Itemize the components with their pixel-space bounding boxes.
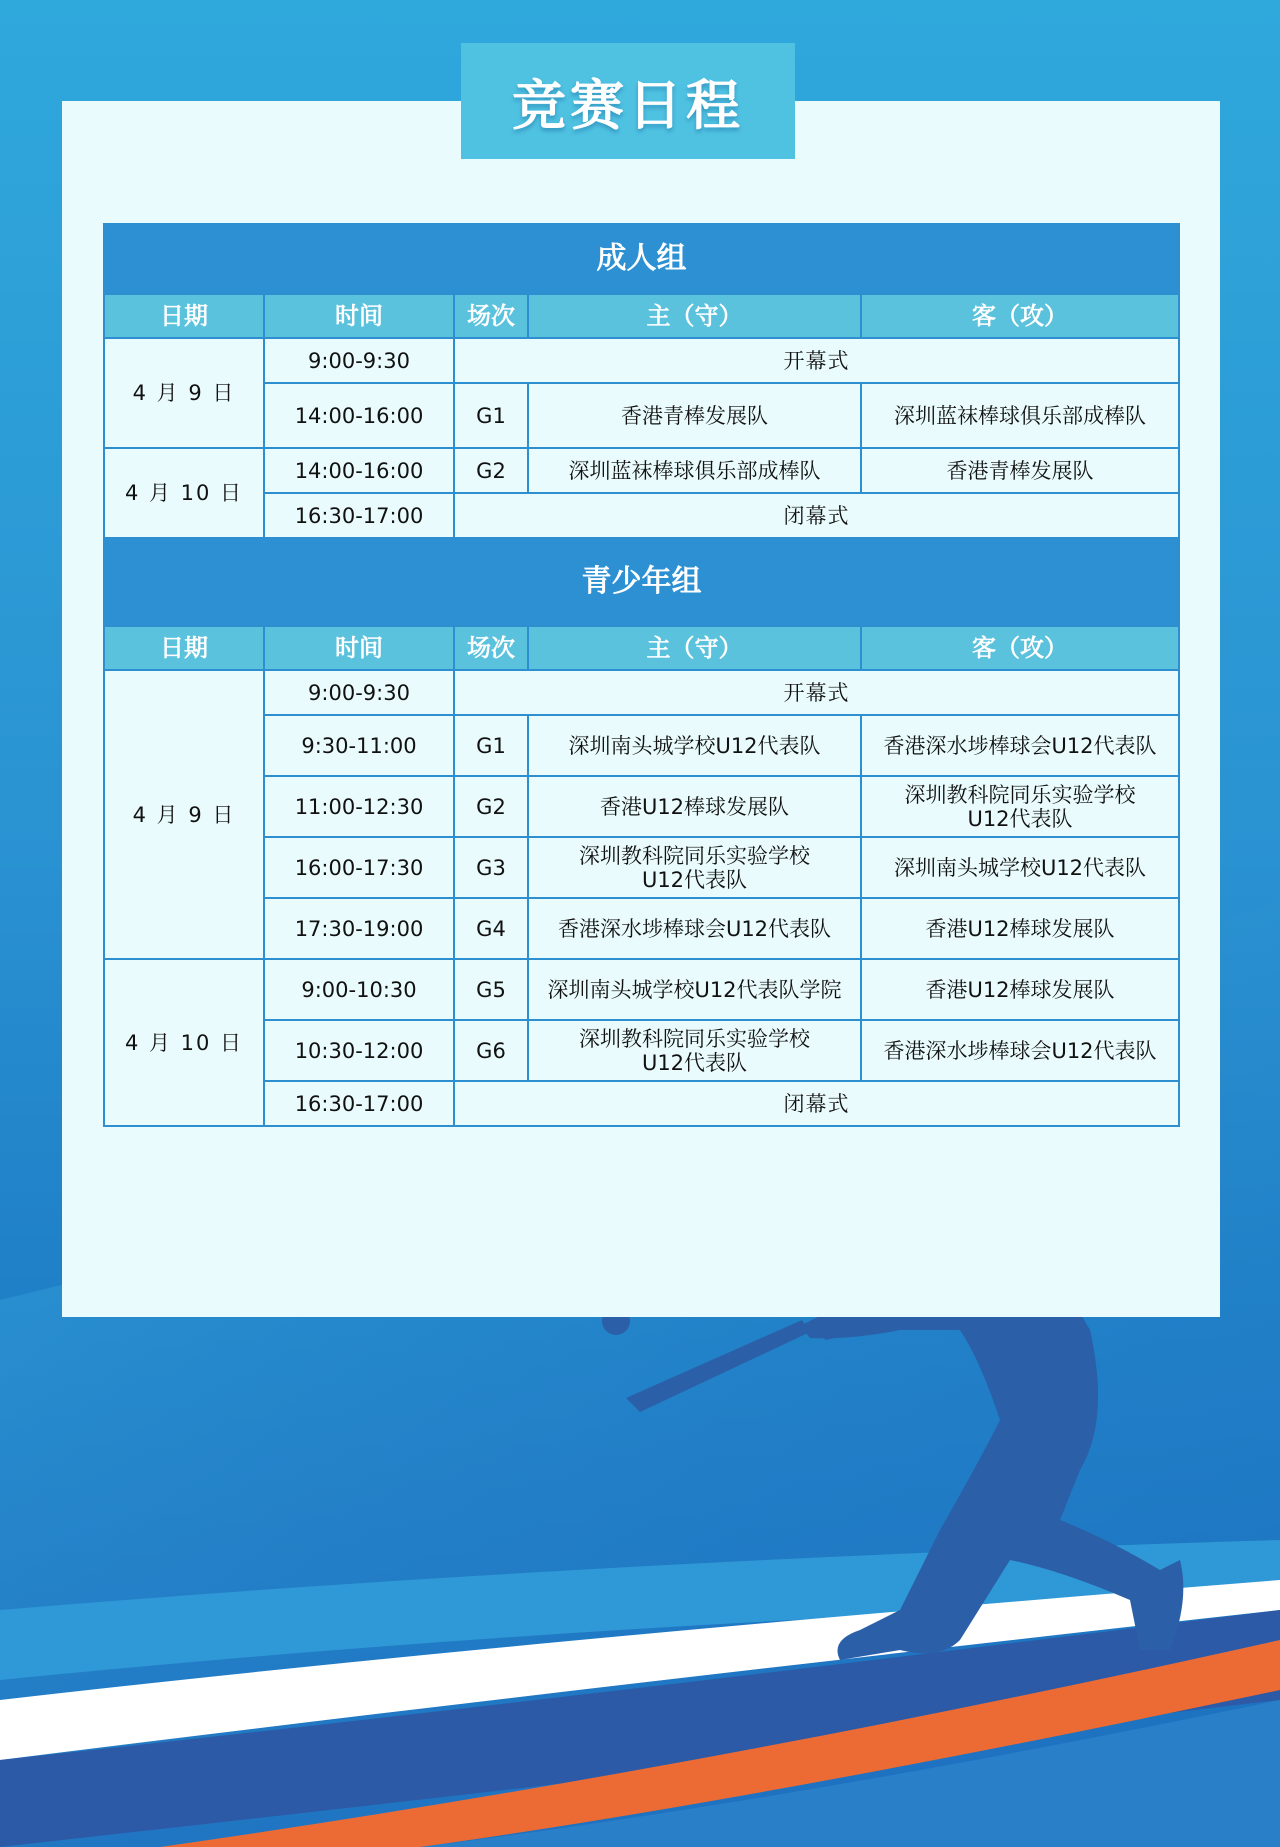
away-team-line1: 深圳教科院同乐实验学校 xyxy=(904,782,1136,807)
col-header-date: 日期 xyxy=(104,294,264,338)
col-header-time: 时间 xyxy=(264,626,454,670)
time-cell: 11:00-12:30 xyxy=(264,776,454,837)
time-cell: 16:30-17:00 xyxy=(264,493,454,538)
away-team-cell: 深圳蓝袜棒球俱乐部成棒队 xyxy=(861,383,1179,448)
home-team-cell: 深圳南头城学校U12代表队 xyxy=(528,715,861,776)
time-cell: 10:30-12:00 xyxy=(264,1020,454,1081)
game-cell: G1 xyxy=(454,383,528,448)
col-header-game: 场次 xyxy=(454,294,528,338)
home-team-line1: 深圳教科院同乐实验学校 xyxy=(579,1026,810,1051)
date-cell: 4 月 10 日 xyxy=(104,448,264,538)
ceremony-cell: 开幕式 xyxy=(454,670,1179,715)
youth-schedule-table xyxy=(103,537,1180,1127)
table-row xyxy=(104,1020,1179,1081)
home-team-cell: 香港深水埗棒球会U12代表队 xyxy=(528,898,861,959)
table-row xyxy=(104,448,1179,493)
table-row xyxy=(104,959,1179,1020)
col-header-away: 客（攻） xyxy=(861,626,1179,670)
table-row xyxy=(104,715,1179,776)
col-header-home: 主（守） xyxy=(528,294,861,338)
page-title: 竞赛日程 xyxy=(461,43,795,159)
time-cell: 9:30-11:00 xyxy=(264,715,454,776)
game-cell: G2 xyxy=(454,776,528,837)
date-cell: 4 月 9 日 xyxy=(104,670,264,959)
youth-group-title: 青少年组 xyxy=(104,538,1179,626)
time-cell: 9:00-10:30 xyxy=(264,959,454,1020)
ceremony-cell: 闭幕式 xyxy=(454,1081,1179,1126)
date-cell: 4 月 9 日 xyxy=(104,338,264,448)
col-header-date: 日期 xyxy=(104,626,264,670)
away-team-line2: U12代表队 xyxy=(967,806,1073,831)
table-row xyxy=(104,898,1179,959)
game-cell: G5 xyxy=(454,959,528,1020)
home-team-cell: 香港青棒发展队 xyxy=(528,383,861,448)
youth-header-row xyxy=(104,626,1179,670)
home-team-line2: U12代表队 xyxy=(641,867,748,892)
date-cell: 4 月 10 日 xyxy=(104,959,264,1126)
table-row xyxy=(104,670,1179,715)
col-header-time: 时间 xyxy=(264,294,454,338)
home-team-cell: 深圳蓝袜棒球俱乐部成棒队 xyxy=(528,448,861,493)
table-row xyxy=(104,338,1179,383)
home-team-cell xyxy=(528,1020,861,1081)
time-cell: 9:00-9:30 xyxy=(264,670,454,715)
col-header-game: 场次 xyxy=(454,626,528,670)
table-row xyxy=(104,493,1179,538)
table-row xyxy=(104,383,1179,448)
adult-header-row xyxy=(104,294,1179,338)
time-cell: 9:00-9:30 xyxy=(264,338,454,383)
adult-schedule-table xyxy=(103,223,1180,539)
time-cell: 17:30-19:00 xyxy=(264,898,454,959)
home-team-cell xyxy=(528,837,861,898)
away-team-cell: 香港青棒发展队 xyxy=(861,448,1179,493)
table-row xyxy=(104,1081,1179,1126)
col-header-away: 客（攻） xyxy=(861,294,1179,338)
home-team-line2: U12代表队 xyxy=(641,1050,748,1075)
table-row xyxy=(104,776,1179,837)
game-cell: G2 xyxy=(454,448,528,493)
away-team-cell: 深圳南头城学校U12代表队 xyxy=(861,837,1179,898)
home-team-cell: 香港U12棒球发展队 xyxy=(528,776,861,837)
time-cell: 14:00-16:00 xyxy=(264,383,454,448)
col-header-home: 主（守） xyxy=(528,626,861,670)
game-cell: G4 xyxy=(454,898,528,959)
game-cell: G1 xyxy=(454,715,528,776)
away-team-cell: 香港U12棒球发展队 xyxy=(861,898,1179,959)
home-team-line1: 深圳教科院同乐实验学校 xyxy=(579,843,810,868)
ceremony-cell: 开幕式 xyxy=(454,338,1179,383)
away-team-cell xyxy=(861,776,1179,837)
game-cell: G3 xyxy=(454,837,528,898)
away-team-cell: 香港深水埗棒球会U12代表队 xyxy=(861,715,1179,776)
time-cell: 16:30-17:00 xyxy=(264,1081,454,1126)
away-team-cell: 香港U12棒球发展队 xyxy=(861,959,1179,1020)
table-row xyxy=(104,837,1179,898)
game-cell: G6 xyxy=(454,1020,528,1081)
time-cell: 16:00-17:30 xyxy=(264,837,454,898)
ceremony-cell: 闭幕式 xyxy=(454,493,1179,538)
adult-group-title: 成人组 xyxy=(104,224,1179,294)
away-team-cell: 香港深水埗棒球会U12代表队 xyxy=(861,1020,1179,1081)
time-cell: 14:00-16:00 xyxy=(264,448,454,493)
home-team-cell: 深圳南头城学校U12代表队学院 xyxy=(528,959,861,1020)
